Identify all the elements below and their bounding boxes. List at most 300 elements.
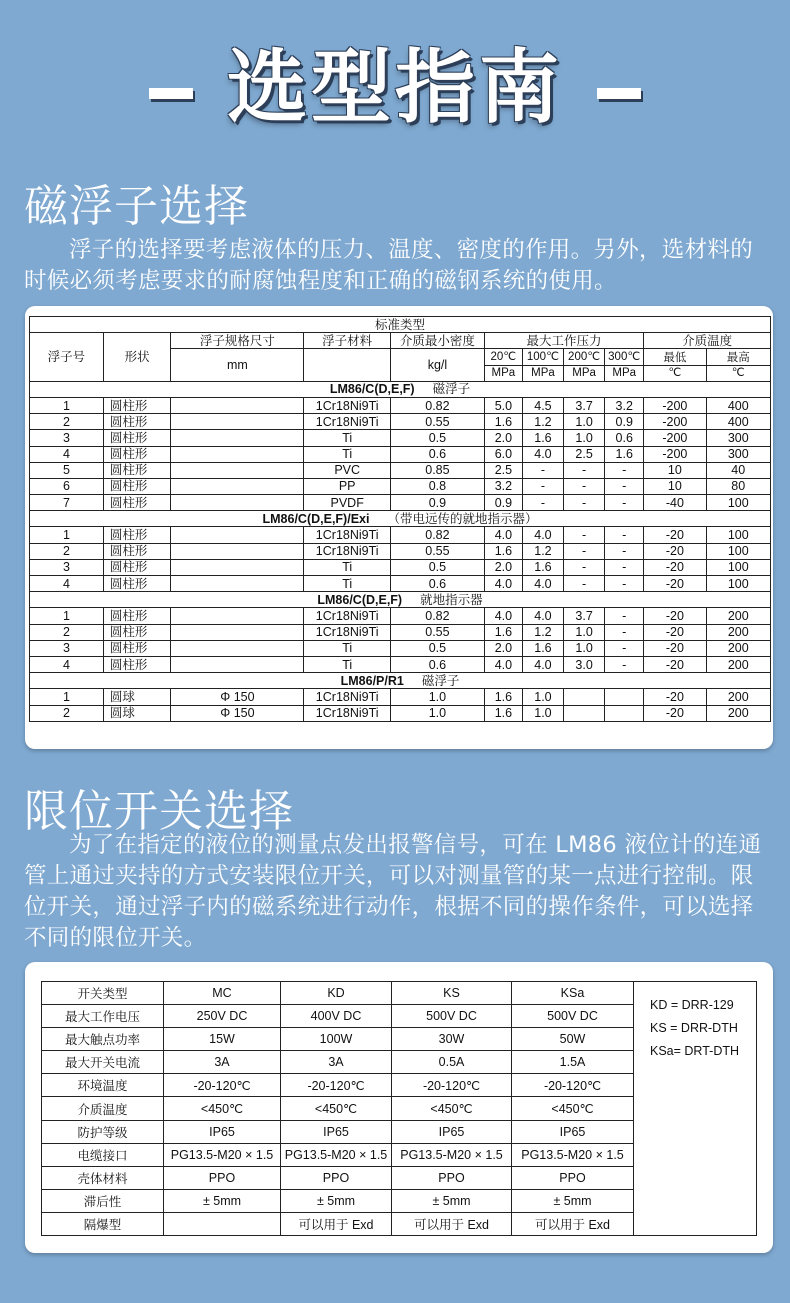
table-row	[30, 478, 771, 494]
table-cell: -20	[644, 689, 706, 705]
table-cell: PPO	[164, 1166, 281, 1189]
table-cell: 100	[706, 576, 771, 592]
table-cell: 300	[706, 430, 771, 446]
table-cell: 4.0	[522, 656, 563, 672]
table-cell: IP65	[164, 1120, 281, 1143]
table-cell: 1Cr18Ni9Ti	[304, 527, 391, 543]
table-cell: 0.9	[605, 414, 644, 430]
table-cell	[171, 414, 304, 430]
table-cell: 壳体材料	[42, 1166, 164, 1189]
table-cell: 4.0	[522, 576, 563, 592]
table-cell: 1.0	[564, 430, 605, 446]
table-cell: 100	[706, 543, 771, 559]
dash-right-icon	[597, 88, 641, 99]
table-cell: -	[564, 478, 605, 494]
table-cell: 1.6	[484, 414, 522, 430]
table-cell: -	[605, 656, 644, 672]
table-cell: 1Cr18Ni9Ti	[304, 543, 391, 559]
table-cell: 3	[30, 430, 104, 446]
table-cell	[605, 689, 644, 705]
header-cell: MPa	[522, 365, 563, 381]
table-cell: -20	[644, 527, 706, 543]
table-cell: PPO	[512, 1166, 634, 1189]
table-cell: 1	[30, 689, 104, 705]
table-cell: Ti	[304, 430, 391, 446]
table-cell: 1Cr18Ni9Ti	[304, 624, 391, 640]
table-cell: -20	[644, 624, 706, 640]
table-cell: 0.6	[605, 430, 644, 446]
table-cell: -	[605, 543, 644, 559]
table-cell: -20-120℃	[281, 1074, 392, 1097]
table-cell: 4.0	[484, 576, 522, 592]
table-cell: 1.6	[605, 446, 644, 462]
section-paragraph-float: 浮子的选择要考虑液体的压力、温度、密度的作用。另外，选材料的时候必须考虑要求的耐腐蚀程度和正确的磁钢系统的使用。	[24, 237, 754, 294]
table-cell: 圆柱形	[103, 576, 171, 592]
table-cell: 0.5	[390, 559, 484, 575]
table-cell: PG13.5-M20 × 1.5	[512, 1143, 634, 1166]
table-cell: 7	[30, 495, 104, 511]
table-cell: 环境温度	[42, 1074, 164, 1097]
table-cell: 4	[30, 656, 104, 672]
table-cell: 0.82	[390, 527, 484, 543]
header-cell	[304, 349, 391, 381]
table-cell: 1.6	[522, 559, 563, 575]
table-cell: 0.82	[390, 397, 484, 413]
table-cell: 0.6	[390, 656, 484, 672]
table-cell: 6	[30, 478, 104, 494]
table-cell: 15W	[164, 1028, 281, 1051]
table-row	[30, 430, 771, 446]
table-cell: PP	[304, 478, 391, 494]
table-cell	[564, 705, 605, 721]
table-cell: 1.6	[484, 705, 522, 721]
header-cell: 浮子号	[30, 333, 104, 382]
switch-note-line: KD = DRR-129	[650, 998, 734, 1012]
switch-note-line: KS = DRR-DTH	[650, 1021, 738, 1035]
group-header-cell	[30, 511, 771, 527]
table-cell: 1.0	[564, 624, 605, 640]
table-row	[30, 446, 771, 462]
table-cell: 圆柱形	[103, 495, 171, 511]
table-cell: 4.0	[522, 446, 563, 462]
table-cell	[171, 656, 304, 672]
table-cell: 防护等级	[42, 1120, 164, 1143]
float-table-card	[25, 306, 773, 749]
table-cell: ± 5mm	[512, 1189, 634, 1212]
header-cell: MPa	[605, 365, 644, 381]
table-cell: 200	[706, 624, 771, 640]
header-cell: 形状	[103, 333, 171, 382]
table-cell: -20	[644, 640, 706, 656]
table-cell: 0.6	[390, 446, 484, 462]
table-cell: -20	[644, 608, 706, 624]
header-cell: 20℃	[484, 349, 522, 365]
table-cell: 圆柱形	[103, 527, 171, 543]
table-cell: 1	[30, 397, 104, 413]
table-cell: 2	[30, 414, 104, 430]
group-model: LM86/C(D,E,F)	[317, 592, 403, 607]
table-cell: 200	[706, 640, 771, 656]
table-cell: 1	[30, 608, 104, 624]
table-cell: 1Cr18Ni9Ti	[304, 689, 391, 705]
table-cell: 2	[30, 543, 104, 559]
group-desc: 就地指示器	[420, 591, 483, 607]
table-cell: -	[564, 559, 605, 575]
table-cell: KD	[281, 982, 392, 1005]
table-cell: 1.6	[522, 640, 563, 656]
table-cell	[171, 559, 304, 575]
group-model: LM86/C(D,E,F)/Exi	[262, 511, 370, 526]
table-cell: Ti	[304, 559, 391, 575]
table-cell: 可以用于 Exd	[392, 1212, 512, 1235]
table-cell: 4.0	[484, 656, 522, 672]
table-cell: 1Cr18Ni9Ti	[304, 705, 391, 721]
group-header-cell	[30, 381, 771, 397]
table-cell: 电缆接口	[42, 1143, 164, 1166]
table-row	[30, 414, 771, 430]
table-cell: Φ 150	[171, 689, 304, 705]
group-header-row	[30, 511, 771, 527]
header-cell: 最大工作压力	[484, 333, 643, 349]
float-selection-table	[29, 316, 771, 722]
table-cell: -	[522, 478, 563, 494]
table-cell: -	[605, 478, 644, 494]
table-cell: 最大工作电压	[42, 1005, 164, 1028]
table-cell: -	[564, 576, 605, 592]
header-cell: 最低	[644, 349, 706, 365]
table-cell: <450℃	[512, 1097, 634, 1120]
table-cell: -	[605, 624, 644, 640]
table-cell: -	[522, 495, 563, 511]
table-cell: 4.0	[522, 527, 563, 543]
table-cell: 0.82	[390, 608, 484, 624]
table-cell: -	[605, 559, 644, 575]
table-row	[30, 624, 771, 640]
table-cell: 圆柱形	[103, 559, 171, 575]
table-cell	[564, 689, 605, 705]
table-cell: -	[605, 527, 644, 543]
table-cell: 1Cr18Ni9Ti	[304, 397, 391, 413]
section-title-float: 磁浮子选择	[24, 181, 249, 232]
table-cell	[171, 397, 304, 413]
hero-title-text: 选型指南	[227, 41, 563, 134]
table-cell: 1Cr18Ni9Ti	[304, 608, 391, 624]
table-cell: 100	[706, 527, 771, 543]
table-cell: 3	[30, 559, 104, 575]
table-cell: 圆柱形	[103, 462, 171, 478]
header-cell: mm	[171, 349, 304, 381]
table-cell: 1.0	[564, 640, 605, 656]
table-cell: 500V DC	[512, 1005, 634, 1028]
table-cell: KS	[392, 982, 512, 1005]
table-cell: 1.0	[522, 705, 563, 721]
table-cell	[171, 446, 304, 462]
table-cell: 0.9	[390, 495, 484, 511]
table-cell: KSa	[512, 982, 634, 1005]
header-cell: 介质温度	[644, 333, 771, 349]
table-cell: 2.0	[484, 430, 522, 446]
table-cell: 圆柱形	[103, 446, 171, 462]
table-row	[30, 527, 771, 543]
table-cell: 0.6	[390, 576, 484, 592]
table-cell: -20-120℃	[512, 1074, 634, 1097]
group-desc: 磁浮子	[421, 672, 460, 688]
table-cell: 1	[30, 527, 104, 543]
table-caption: 标准类型	[30, 317, 771, 333]
header-cell: 浮子材料	[304, 333, 391, 349]
table-cell: 4	[30, 576, 104, 592]
table-cell: 200	[706, 608, 771, 624]
table-cell: 500V DC	[392, 1005, 512, 1028]
table-cell: -40	[644, 495, 706, 511]
table-cell: 介质温度	[42, 1097, 164, 1120]
table-cell: -20-120℃	[392, 1074, 512, 1097]
table-cell: 2.5	[564, 446, 605, 462]
table-cell	[171, 430, 304, 446]
table-row	[30, 462, 771, 478]
table-cell: 1.0	[522, 689, 563, 705]
table-cell: 圆球	[103, 705, 171, 721]
table-cell: Ti	[304, 640, 391, 656]
table-cell: 圆柱形	[103, 414, 171, 430]
table-cell: 圆柱形	[103, 478, 171, 494]
table-cell: 2.0	[484, 640, 522, 656]
table-row	[30, 543, 771, 559]
table-cell: 30W	[392, 1028, 512, 1051]
table-cell: 5	[30, 462, 104, 478]
table-cell: -	[564, 527, 605, 543]
table-cell: PG13.5-M20 × 1.5	[281, 1143, 392, 1166]
hero-title	[0, 38, 790, 138]
table-cell: -200	[644, 446, 706, 462]
table-row	[30, 495, 771, 511]
table-cell: MC	[164, 982, 281, 1005]
table-cell: 隔爆型	[42, 1212, 164, 1235]
table-cell	[171, 462, 304, 478]
table-row	[30, 397, 771, 413]
table-cell: 4.0	[484, 527, 522, 543]
table-cell: PPO	[392, 1166, 512, 1189]
table-cell: 圆柱形	[103, 430, 171, 446]
table-cell: 圆柱形	[103, 543, 171, 559]
table-cell: PVDF	[304, 495, 391, 511]
table-cell: 滞后性	[42, 1189, 164, 1212]
table-row	[30, 705, 771, 721]
table-row	[30, 608, 771, 624]
table-cell	[171, 608, 304, 624]
table-cell: 1.2	[522, 543, 563, 559]
table-cell: 1.0	[390, 689, 484, 705]
table-cell: 2	[30, 705, 104, 721]
table-cell: 250V DC	[164, 1005, 281, 1028]
table-cell: 1.2	[522, 414, 563, 430]
table-cell: 3.2	[484, 478, 522, 494]
header-cell: kg/l	[390, 349, 484, 381]
table-cell: 1.2	[522, 624, 563, 640]
table-row	[30, 640, 771, 656]
table-cell: 1.5A	[512, 1051, 634, 1074]
section-title-switch: 限位开关选择	[24, 786, 294, 837]
table-cell: 3.7	[564, 397, 605, 413]
section-paragraph-switch: 为了在指定的液位的测量点发出报警信号，可在 LM86 液位计的连通管上通过夹持的方式安装限位开关，可以对测量管的某一点进行控制。限位开关，通过浮子内的磁系统进行动作，根据不同的操作条件，可以选择不同的限位开关。	[24, 832, 762, 951]
header-cell: 200℃	[564, 349, 605, 365]
header-cell: 介质最小密度	[390, 333, 484, 349]
table-cell: -	[605, 608, 644, 624]
header-cell: 最高	[706, 349, 771, 365]
table-cell	[171, 527, 304, 543]
header-cell: 300℃	[605, 349, 644, 365]
group-model: LM86/P/R1	[340, 673, 404, 688]
table-cell: 可以用于 Exd	[281, 1212, 392, 1235]
group-model: LM86/C(D,E,F)	[329, 382, 415, 397]
header-cell: ℃	[644, 365, 706, 381]
table-cell	[171, 576, 304, 592]
table-cell: PVC	[304, 462, 391, 478]
table-cell: 100W	[281, 1028, 392, 1051]
table-cell: 40	[706, 462, 771, 478]
group-header-cell	[30, 673, 771, 689]
table-cell: 0.85	[390, 462, 484, 478]
table-cell: Ti	[304, 576, 391, 592]
table-cell: -200	[644, 430, 706, 446]
group-header-cell	[30, 592, 771, 608]
table-cell: 0.55	[390, 624, 484, 640]
table-cell	[605, 705, 644, 721]
table-cell: 最大触点功率	[42, 1028, 164, 1051]
table-cell: 0.55	[390, 543, 484, 559]
table-cell	[171, 478, 304, 494]
table-cell: 1.6	[522, 430, 563, 446]
table-cell: 开关类型	[42, 982, 164, 1005]
table-cell: ± 5mm	[164, 1189, 281, 1212]
table-row	[30, 689, 771, 705]
table-cell: -200	[644, 397, 706, 413]
table-cell: <450℃	[281, 1097, 392, 1120]
table-cell: 300	[706, 446, 771, 462]
switch-notes	[634, 982, 757, 1236]
table-cell: 200	[706, 705, 771, 721]
table-cell: ± 5mm	[392, 1189, 512, 1212]
table-cell: 80	[706, 478, 771, 494]
table-cell: <450℃	[392, 1097, 512, 1120]
table-cell: 最大开关电流	[42, 1051, 164, 1074]
table-cell: -	[564, 543, 605, 559]
table-cell: 1Cr18Ni9Ti	[304, 414, 391, 430]
header-cell: ℃	[706, 365, 771, 381]
table-header-row	[42, 982, 757, 1005]
header-cell: MPa	[564, 365, 605, 381]
group-header-row	[30, 381, 771, 397]
table-cell: -20	[644, 559, 706, 575]
table-cell: 圆柱形	[103, 640, 171, 656]
table-cell: 0.9	[484, 495, 522, 511]
table-cell: 圆柱形	[103, 608, 171, 624]
table-cell	[164, 1212, 281, 1235]
table-cell: 3.7	[564, 608, 605, 624]
table-cell: 4.0	[522, 608, 563, 624]
table-cell: 200	[706, 656, 771, 672]
table-cell: 5.0	[484, 397, 522, 413]
header-cell: MPa	[484, 365, 522, 381]
table-cell: <450℃	[164, 1097, 281, 1120]
table-cell: -	[605, 576, 644, 592]
table-cell: -20	[644, 576, 706, 592]
table-cell: 10	[644, 478, 706, 494]
table-row	[30, 559, 771, 575]
table-cell: PG13.5-M20 × 1.5	[392, 1143, 512, 1166]
table-cell: ± 5mm	[281, 1189, 392, 1212]
switch-selection-table	[41, 981, 757, 1236]
table-cell: 3A	[164, 1051, 281, 1074]
table-cell: 2.0	[484, 559, 522, 575]
table-cell: 0.8	[390, 478, 484, 494]
table-cell: -	[564, 462, 605, 478]
table-cell: 4.5	[522, 397, 563, 413]
table-cell: 400	[706, 414, 771, 430]
table-cell: 可以用于 Exd	[512, 1212, 634, 1235]
dash-left-icon	[149, 88, 193, 99]
table-cell: PPO	[281, 1166, 392, 1189]
table-cell: 1.6	[484, 689, 522, 705]
table-cell: -20	[644, 705, 706, 721]
table-row	[30, 576, 771, 592]
table-cell: -	[522, 462, 563, 478]
table-cell: 200	[706, 689, 771, 705]
table-cell: Ti	[304, 446, 391, 462]
table-cell: 1.6	[484, 624, 522, 640]
table-cell	[171, 640, 304, 656]
table-cell: PG13.5-M20 × 1.5	[164, 1143, 281, 1166]
table-cell: 0.5	[390, 430, 484, 446]
table-cell: 6.0	[484, 446, 522, 462]
table-cell: Φ 150	[171, 705, 304, 721]
table-cell: 0.5	[390, 640, 484, 656]
table-cell: -20	[644, 656, 706, 672]
table-cell: 2	[30, 624, 104, 640]
table-cell: 3.2	[605, 397, 644, 413]
table-cell: 圆柱形	[103, 624, 171, 640]
group-header-row	[30, 673, 771, 689]
switch-note-line: KSa= DRT-DTH	[650, 1044, 740, 1058]
table-cell: 圆柱形	[103, 397, 171, 413]
table-row	[30, 656, 771, 672]
table-cell: 3A	[281, 1051, 392, 1074]
switch-table-card	[25, 962, 773, 1253]
table-cell: IP65	[281, 1120, 392, 1143]
table-cell: 圆柱形	[103, 656, 171, 672]
table-cell: Ti	[304, 656, 391, 672]
table-cell: IP65	[512, 1120, 634, 1143]
table-cell: 1.6	[484, 543, 522, 559]
table-cell: 1.0	[564, 414, 605, 430]
table-cell: 0.55	[390, 414, 484, 430]
table-cell: 100	[706, 559, 771, 575]
table-cell: -	[605, 640, 644, 656]
header-cell: 100℃	[522, 349, 563, 365]
table-cell: 400V DC	[281, 1005, 392, 1028]
table-cell: 3.0	[564, 656, 605, 672]
table-cell: -	[605, 495, 644, 511]
table-cell: 1.0	[390, 705, 484, 721]
table-cell: 400	[706, 397, 771, 413]
hero-header	[0, 38, 790, 138]
table-cell: 10	[644, 462, 706, 478]
table-cell	[171, 624, 304, 640]
table-cell: -20	[644, 543, 706, 559]
table-cell: -200	[644, 414, 706, 430]
table-header-row	[30, 333, 771, 349]
table-cell: 2.5	[484, 462, 522, 478]
